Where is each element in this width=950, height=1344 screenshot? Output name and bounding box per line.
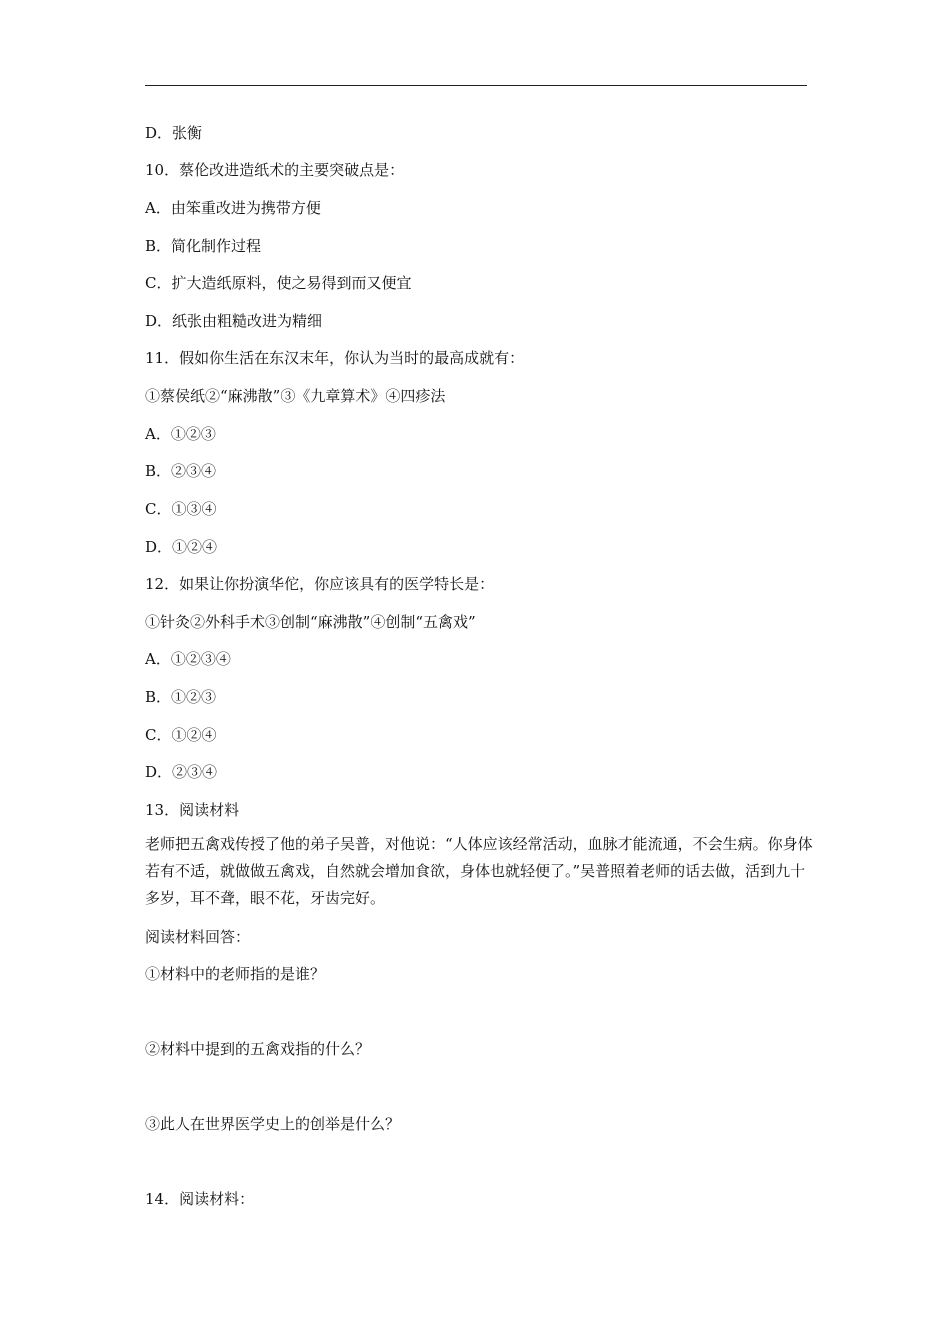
option-b-q11: B．②③④ xyxy=(145,462,217,480)
option-a-q10: A．由笨重改进为携带方便 xyxy=(145,199,321,217)
option-d-q11: D．①②④ xyxy=(145,538,218,556)
sub-question-3: ③此人在世界医学史上的创举是什么？ xyxy=(145,1115,401,1133)
question-11: 11．假如你生活在东汉末年，你认为当时的最高成就有： xyxy=(145,349,525,367)
answer-prompt: 阅读材料回答： xyxy=(145,928,251,946)
question-10: 10．蔡伦改进造纸术的主要突破点是： xyxy=(145,161,405,179)
reading-passage: 老师把五禽戏传授了他的弟子吴普，对他说：“人体应该经常活动，血脉才能流通，不会生病。你身体若有不适，就做做五禽戏，自然就会增加食欲，身体也就轻便了。”吴普照着老师的话去做，活到九十多岁，耳不聋，眼不花，牙齿完好。 xyxy=(145,835,813,907)
items-q12: ①针灸②外科手术③创制“麻沸散”④创制“五禽戏” xyxy=(145,613,476,631)
option-c-q10: C．扩大造纸原料，使之易得到而又便宜 xyxy=(145,274,412,292)
option-a-q11: A．①②③ xyxy=(145,425,216,443)
option-b-q10: B．简化制作过程 xyxy=(145,237,262,255)
option-b-q12: B．①②③ xyxy=(145,688,217,706)
option-d-q10: D．纸张由粗糙改进为精细 xyxy=(145,312,323,330)
option-d-q12: D．②③④ xyxy=(145,763,218,781)
question-14: 14．阅读材料： xyxy=(145,1190,255,1208)
sub-question-1: ①材料中的老师指的是谁？ xyxy=(145,965,326,983)
option-d-q9: D．张衡 xyxy=(145,124,203,142)
question-12: 12．如果让你扮演华佗，你应该具有的医学特长是： xyxy=(145,575,495,593)
option-c-q12: C．①②④ xyxy=(145,726,217,744)
header-rule xyxy=(145,85,807,86)
items-q11: ①蔡侯纸②“麻沸散”③《九章算术》④四疹法 xyxy=(145,387,446,405)
sub-question-2: ②材料中提到的五禽戏指的什么？ xyxy=(145,1040,371,1058)
option-c-q11: C．①③④ xyxy=(145,500,217,518)
option-a-q12: A．①②③④ xyxy=(145,650,231,668)
question-13: 13．阅读材料 xyxy=(145,801,240,819)
